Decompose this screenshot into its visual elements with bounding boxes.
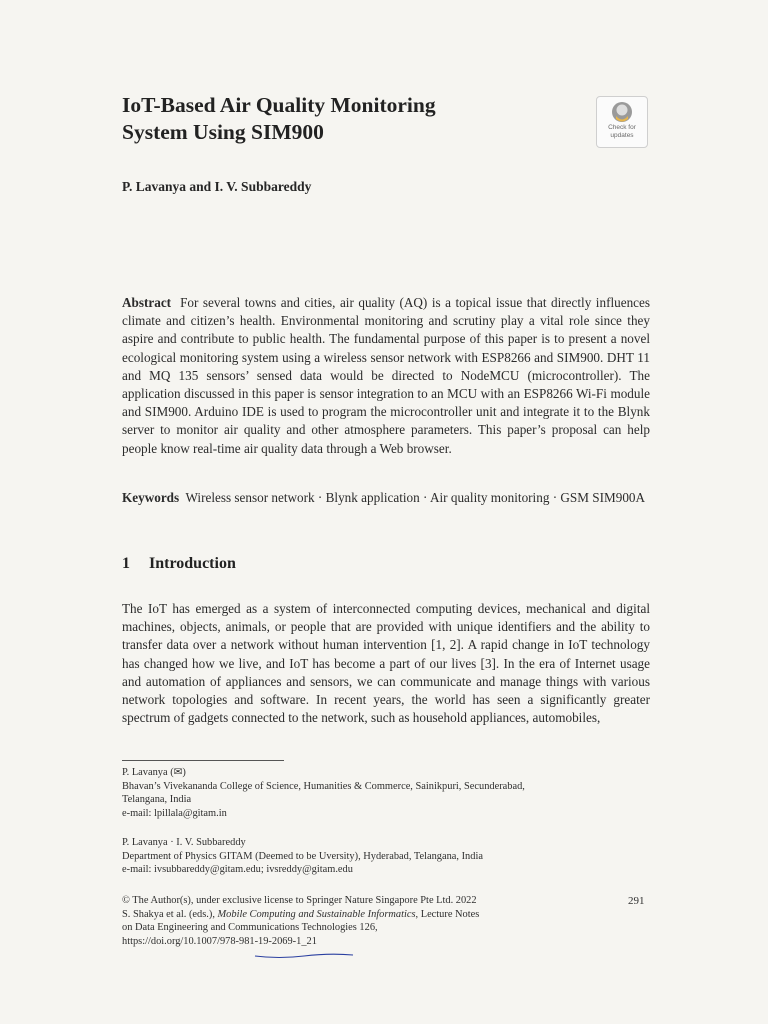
footnote-emails: e-mail: ivsubbareddy@gitam.edu; ivsreddy@gitam.edu — [122, 864, 353, 876]
abstract-text: For several towns and cities, air quality (AQ) is a topical issue that directly influences climate and citizen’s health. Environmental monitoring and scrutiny play a vital role since they aspire and contribute to public health. The fundamental purpose of this paper is to present a novel ecological monitoring system using a wireless sensor network with ESP8266 and SIM900. DHT 11 and MQ 135 sensors’ sensed data would be directed to NodeMCU (microcontroller). The application discussed in this paper is sensor integration to an MCU with an ESP8266 Wi-Fi module and SIM900. Arduino IDE is used to program the microcontroller unit and integrate it to the Blynk server to monitor air quality and other atmosphere parameters. This paper’s proposal can help people know real-time air quality data through a Web browser. — [122, 295, 651, 456]
intro-paragraph: The IoT has emerged as a system of interconnected computing devices, mechanical and digital machines, objects, animals, or people that are provided with unique identifiers and the ability to transfer data over a network without human intervention [1, 2]. A rapid change in IoT technology has changed how we live, and IoT has become a part of our lives [3]. In the era of Internet usage and automation of appliances and sensors, we can communicate and manage things with various network topologies and software. In recent years, the world has seen a significantly greater spectrum of gadgets connected to the network, such as household appliances, automobiles, — [122, 601, 650, 726]
title-line-1: IoT-Based Air Quality Monitoring — [122, 93, 436, 117]
doi-link[interactable]: https://doi.org/10.1007/978-981-19-2069-1_21 — [122, 935, 317, 947]
section-number: 1 — [122, 555, 130, 572]
check-for-updates-badge[interactable] — [596, 96, 648, 148]
footnote-affiliation-2: Telangana, India — [122, 794, 192, 806]
keywords-label: Keywords — [122, 490, 180, 505]
footnote-department: Department of Physics GITAM (Deemed to be Uversity), Hyderabad, Telangana, India — [122, 850, 483, 862]
section-heading — [122, 555, 236, 573]
keywords — [122, 489, 650, 507]
footnote-name: P. Lavanya (✉) — [122, 767, 186, 778]
abstract — [122, 294, 650, 458]
citation-editors: S. Shakya et al. (eds.), — [122, 908, 215, 920]
page-number: 291 — [628, 895, 645, 907]
footnote-names: P. Lavanya · I. V. Subbareddy — [122, 837, 246, 848]
section-title: Introduction — [149, 555, 236, 572]
footnote-authors-affiliation — [122, 836, 652, 877]
citation-series-line: on Data Engineering and Communications Technologies 126, — [122, 922, 378, 934]
badge-label-2: updates — [610, 132, 634, 139]
title-line-2: System Using SIM900 — [122, 120, 324, 144]
footnote-email: e-mail: lpillala@gitam.in — [122, 807, 227, 819]
authors: P. Lavanya and I. V. Subbareddy — [122, 179, 312, 194]
paper-title — [122, 92, 582, 146]
footnote-affiliation-1: Bhavan’s Vivekananda College of Science, Humanities & Commerce, Sainikpuri, Secunderabad, — [122, 780, 525, 792]
footnote-copyright — [122, 894, 652, 948]
copyright-line: © The Author(s), under exclusive license to Springer Nature Singapore Pte Ltd. 2022 — [122, 895, 477, 906]
check-for-updates-icon — [611, 101, 633, 123]
footnote-corresponding-author — [122, 766, 652, 820]
abstract-label: Abstract — [122, 295, 172, 310]
keywords-text: Wireless sensor network · Blynk application · Air quality monitoring · GSM SIM900A — [185, 490, 646, 505]
citation-book-title: Mobile Computing and Sustainable Informatics — [217, 908, 416, 920]
handwritten-underline — [254, 952, 354, 960]
citation-series: , Lecture Notes — [415, 908, 480, 920]
citation-line — [122, 908, 652, 922]
footnote-divider — [122, 760, 284, 761]
badge-label-1: Check for — [608, 124, 636, 131]
